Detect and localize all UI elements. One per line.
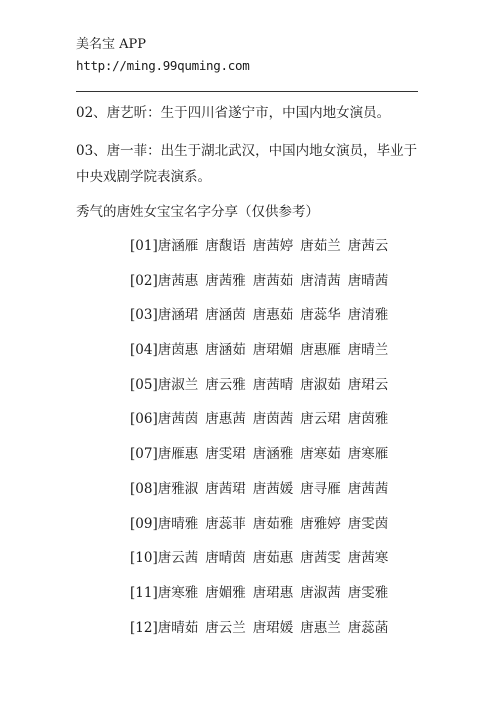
name-entry: 唐雯珺	[205, 446, 246, 463]
header-url-link[interactable]: http://ming.99quming.com	[76, 58, 250, 73]
name-entry: 唐云珺	[300, 411, 341, 428]
name-entry: 唐茜云	[347, 238, 389, 254]
name-entry: 唐蕊华	[300, 307, 341, 324]
name-row	[130, 340, 388, 375]
name-entry: 唐茵惠	[157, 342, 199, 359]
name-entry: 唐云茜	[157, 550, 199, 567]
name-entry: 唐涵雁	[157, 238, 199, 254]
name-row	[130, 236, 388, 271]
name-row	[130, 479, 388, 514]
name-entry: 唐雅淑	[157, 480, 199, 497]
name-entry: 唐茜茜	[347, 480, 389, 497]
section-heading: 秀气的唐姓女宝宝名字分享（仅供参考）	[76, 204, 319, 220]
name-entry: 唐淑兰	[157, 376, 199, 393]
name-entry: 唐雁惠	[157, 446, 199, 463]
name-entry: 唐珺云	[347, 376, 389, 393]
row-index: [06]	[130, 411, 158, 428]
name-entry: 唐茵雅	[347, 411, 389, 428]
name-entry: 唐茜茹	[252, 272, 294, 289]
name-entry: 唐茜媛	[252, 480, 294, 497]
name-row	[130, 271, 388, 306]
name-row	[130, 583, 388, 618]
name-entry: 唐清茜	[300, 272, 341, 289]
paragraph-tang-yixin: 02、唐艺昕：生于四川省遂宁市，中国内地女演员。	[76, 105, 391, 121]
name-entry: 唐茜茵	[157, 411, 199, 428]
name-entry: 唐蕊菲	[205, 515, 246, 532]
name-entry: 唐珺媚	[252, 342, 294, 359]
name-entry: 唐涵茵	[205, 307, 246, 324]
name-entry: 唐寻雁	[300, 480, 341, 497]
name-entry: 唐涵茹	[205, 342, 246, 359]
name-entry: 唐雯茵	[347, 515, 389, 532]
name-entry: 唐晴茜	[347, 272, 389, 289]
name-entry: 唐雅婷	[300, 515, 341, 532]
name-row	[130, 618, 388, 653]
name-entry: 唐清雅	[347, 307, 389, 324]
row-index: [11]	[130, 584, 158, 601]
name-entry: 唐茜雯	[300, 550, 341, 567]
name-entry: 唐晴茹	[157, 619, 199, 636]
name-entry: 唐淑茹	[300, 376, 341, 393]
name-entry: 唐珺媛	[252, 619, 294, 636]
name-entry: 唐寒雁	[347, 446, 389, 463]
name-entry: 唐淑茜	[300, 584, 341, 601]
header-divider	[76, 91, 418, 92]
row-index: [08]	[130, 480, 158, 497]
name-row	[130, 409, 388, 444]
name-entry: 唐云雅	[205, 376, 246, 393]
name-entry: 唐晴雅	[157, 515, 199, 532]
row-index: [12]	[130, 619, 158, 636]
name-list	[130, 236, 388, 652]
name-entry: 唐茹惠	[252, 550, 294, 567]
name-entry: 唐涵珺	[157, 307, 199, 324]
row-index: [03]	[130, 307, 158, 324]
name-entry: 唐茜晴	[252, 376, 294, 393]
row-index: [10]	[130, 550, 158, 567]
name-row	[130, 305, 388, 340]
name-entry: 唐惠雁	[300, 342, 341, 359]
name-entry: 唐馥语	[205, 238, 246, 254]
name-entry: 唐晴兰	[347, 342, 389, 359]
name-entry: 唐寒雅	[157, 584, 199, 601]
name-entry: 唐惠茜	[205, 411, 246, 428]
name-entry: 唐媚雅	[205, 584, 246, 601]
name-entry: 唐寒茹	[300, 446, 341, 463]
name-entry: 唐蕊菡	[347, 619, 389, 636]
name-row	[130, 444, 388, 479]
paragraph-tang-yifei: 03、唐一菲：出生于湖北武汉，中国内地女演员，毕业于中央戏剧学院表演系。	[76, 143, 418, 185]
name-entry: 唐晴茵	[205, 550, 246, 567]
name-row	[130, 548, 388, 583]
name-entry: 唐惠兰	[300, 619, 341, 636]
row-index: [05]	[130, 376, 158, 393]
row-index: [07]	[130, 446, 158, 463]
name-row	[130, 375, 388, 410]
name-entry: 唐茹雅	[252, 515, 294, 532]
name-entry: 唐茜雅	[205, 272, 246, 289]
row-index: [09]	[130, 515, 158, 532]
name-row	[130, 514, 388, 549]
name-entry: 唐茜寒	[347, 550, 389, 567]
row-index: [02]	[130, 272, 158, 289]
name-entry: 唐云兰	[205, 619, 246, 636]
name-entry: 唐茹兰	[300, 238, 341, 254]
name-entry: 唐茜珺	[205, 480, 246, 497]
header-app-title: 美名宝 APP	[76, 37, 147, 52]
name-entry: 唐茜婷	[252, 238, 294, 254]
row-index: [04]	[130, 342, 158, 359]
name-entry: 唐雯雅	[347, 584, 389, 601]
name-entry: 唐涵雅	[252, 446, 294, 463]
name-entry: 唐惠茹	[252, 307, 294, 324]
row-index: [01]	[130, 238, 158, 254]
name-entry: 唐茵茜	[252, 411, 294, 428]
name-entry: 唐茜惠	[157, 272, 199, 289]
name-entry: 唐珺惠	[252, 584, 294, 601]
